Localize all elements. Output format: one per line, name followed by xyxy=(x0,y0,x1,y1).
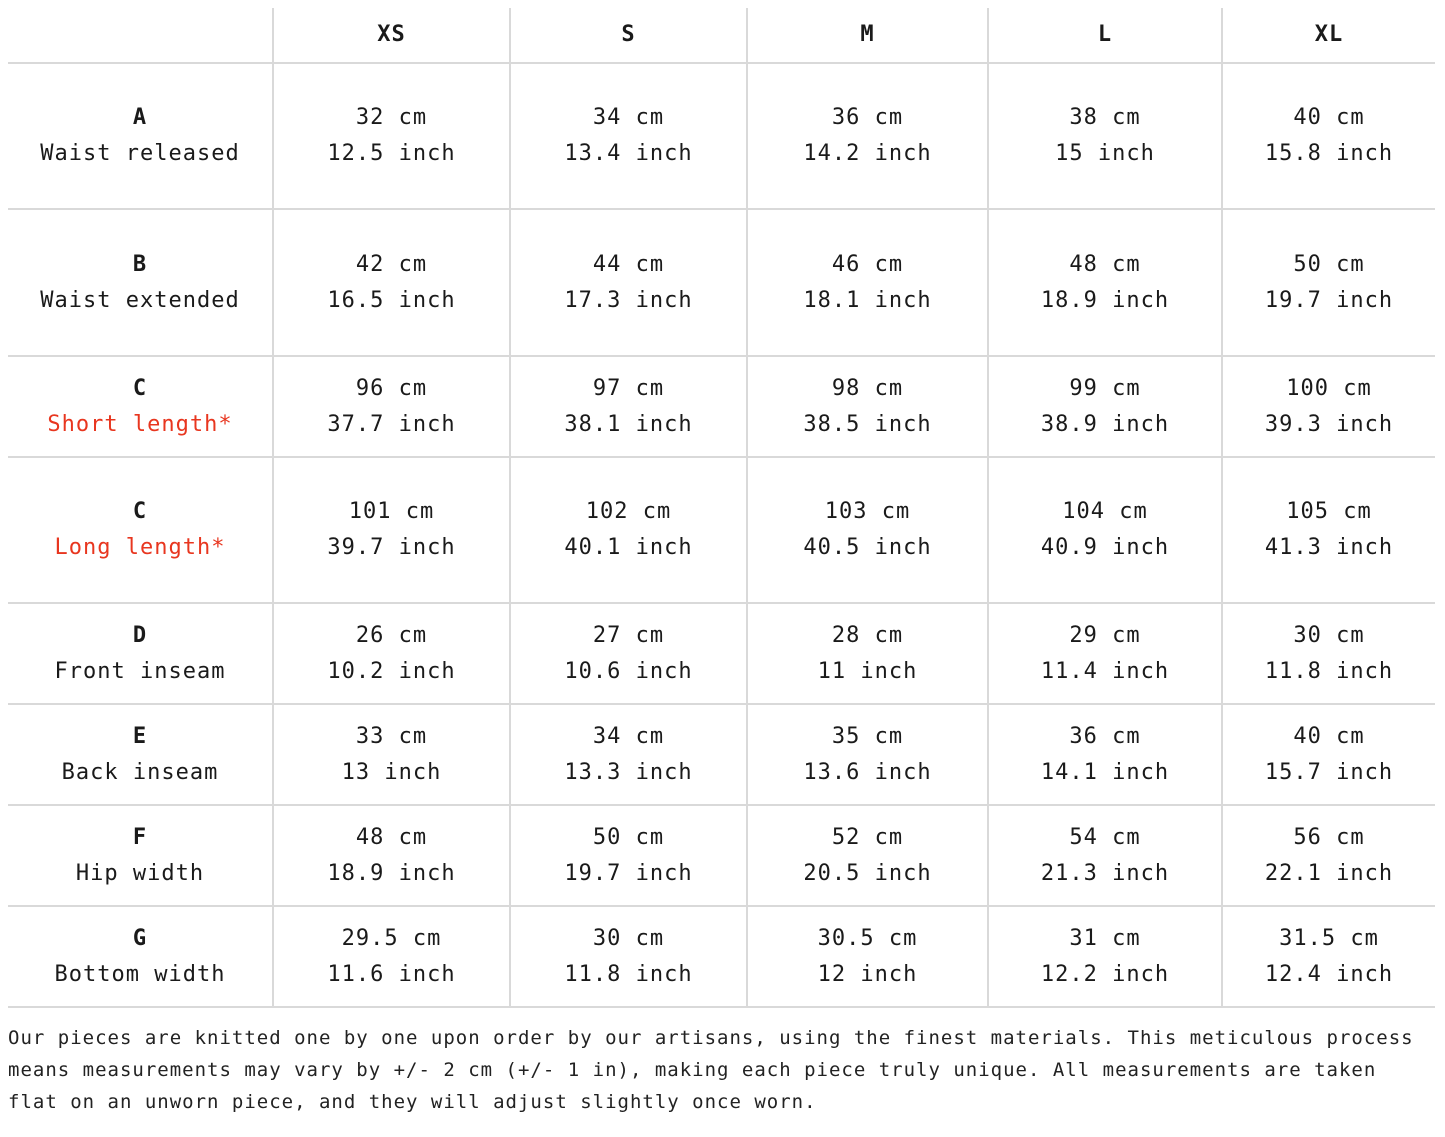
size-value-cell xyxy=(510,704,747,805)
value-cm: 48 cm xyxy=(1069,251,1141,277)
measurement-label-cell xyxy=(8,356,273,457)
size-value-cell xyxy=(988,356,1222,457)
value-cm: 44 cm xyxy=(592,251,665,277)
value-cm: 103 cm xyxy=(824,499,911,524)
size-value-cell xyxy=(988,704,1222,805)
value-cm: 36 cm xyxy=(1069,723,1141,749)
value-inch: 13.4 inch xyxy=(564,141,693,166)
size-value-cell xyxy=(510,209,747,356)
value-inch: 39.3 inch xyxy=(1264,411,1394,437)
value-cm: 56 cm xyxy=(1293,824,1365,850)
size-value-cell xyxy=(747,63,988,209)
header-corner xyxy=(8,8,273,63)
measurement-key: E xyxy=(132,723,148,749)
header-row xyxy=(8,8,1435,63)
size-value-cell xyxy=(273,805,510,906)
value-inch: 38.5 inch xyxy=(803,411,932,437)
size-value-cell xyxy=(747,209,988,356)
value-cm: 30 cm xyxy=(592,925,665,951)
size-value-cell xyxy=(273,906,510,1007)
value-inch: 41.3 inch xyxy=(1264,535,1394,560)
size-value-cell xyxy=(273,457,510,603)
value-cm: 48 cm xyxy=(355,824,428,850)
size-value-cell xyxy=(273,209,510,356)
measurement-key: B xyxy=(132,251,148,277)
measurement-note: Our pieces are knitted one by one upon order by our artisans, using the finest materials. This meticulous process means measurements may vary by +/- 2 cm (+/- 1 in), making each piece truly unique. All measurements are taken flat on an unworn piece, and they will adjust slightly once worn. xyxy=(8,1027,1414,1113)
value-inch: 39.7 inch xyxy=(327,535,456,560)
value-inch: 11 inch xyxy=(817,658,918,684)
value-cm: 31 cm xyxy=(1069,925,1141,951)
size-chart xyxy=(8,8,1435,1137)
value-inch: 12.2 inch xyxy=(1040,961,1170,987)
size-value-cell xyxy=(510,63,747,209)
size-value-cell xyxy=(510,906,747,1007)
value-cm: 52 cm xyxy=(831,824,904,850)
measurement-label-cell xyxy=(8,704,273,805)
value-cm: 40 cm xyxy=(1293,105,1365,130)
value-inch: 18.9 inch xyxy=(327,860,456,886)
size-value-cell xyxy=(747,906,988,1007)
value-cm: 26 cm xyxy=(355,622,428,648)
value-inch: 13 inch xyxy=(341,759,442,785)
value-cm: 38 cm xyxy=(1069,105,1141,130)
measurement-label-cell xyxy=(8,63,273,209)
value-inch: 37.7 inch xyxy=(327,411,456,437)
value-cm: 28 cm xyxy=(831,622,904,648)
size-value-cell xyxy=(273,603,510,704)
measurement-key: A xyxy=(132,105,148,130)
value-inch: 10.2 inch xyxy=(327,658,456,684)
size-value-cell xyxy=(747,457,988,603)
measurement-label-cell xyxy=(8,209,273,356)
value-cm: 34 cm xyxy=(592,723,665,749)
value-cm: 97 cm xyxy=(592,375,665,401)
value-cm: 36 cm xyxy=(831,105,904,130)
table-body xyxy=(8,63,1435,1007)
value-inch: 11.4 inch xyxy=(1040,658,1170,684)
value-inch: 18.9 inch xyxy=(1040,287,1170,313)
value-cm: 42 cm xyxy=(355,251,428,277)
measurement-name: Hip width xyxy=(75,860,205,886)
size-value-cell xyxy=(988,603,1222,704)
column-header: XS xyxy=(273,8,510,63)
table-row xyxy=(8,906,1435,1007)
value-cm: 29.5 cm xyxy=(341,925,442,951)
value-inch: 40.5 inch xyxy=(803,535,932,560)
size-value-cell xyxy=(1222,805,1435,906)
size-value-cell xyxy=(1222,457,1435,603)
measurement-key: D xyxy=(132,622,148,648)
value-cm: 27 cm xyxy=(592,622,665,648)
value-inch: 40.1 inch xyxy=(564,535,693,560)
column-header: M xyxy=(747,8,988,63)
value-inch: 12 inch xyxy=(817,961,918,987)
size-value-cell xyxy=(747,356,988,457)
value-cm: 104 cm xyxy=(1062,499,1148,524)
value-inch: 12.5 inch xyxy=(327,141,456,166)
value-inch: 19.7 inch xyxy=(1264,287,1394,313)
value-inch: 13.3 inch xyxy=(564,759,693,785)
size-value-cell xyxy=(273,63,510,209)
value-inch: 17.3 inch xyxy=(564,287,693,313)
value-cm: 29 cm xyxy=(1069,622,1141,648)
value-inch: 18.1 inch xyxy=(803,287,932,313)
size-value-cell xyxy=(747,704,988,805)
measurement-label-cell xyxy=(8,805,273,906)
column-header: S xyxy=(510,8,747,63)
column-header: L xyxy=(988,8,1222,63)
value-cm: 102 cm xyxy=(585,499,672,524)
value-cm: 31.5 cm xyxy=(1279,925,1379,951)
measurement-label-cell xyxy=(8,457,273,603)
value-inch: 19.7 inch xyxy=(564,860,693,886)
value-inch: 20.5 inch xyxy=(803,860,932,886)
value-cm: 54 cm xyxy=(1069,824,1141,850)
size-value-cell xyxy=(510,603,747,704)
value-inch: 22.1 inch xyxy=(1264,860,1394,886)
measurement-label-cell xyxy=(8,906,273,1007)
table-row xyxy=(8,457,1435,603)
measurement-key: C xyxy=(132,375,148,401)
value-cm: 96 cm xyxy=(355,375,428,401)
value-cm: 98 cm xyxy=(831,375,904,401)
value-cm: 34 cm xyxy=(592,105,665,130)
value-inch: 11.8 inch xyxy=(564,961,693,987)
measurement-key: G xyxy=(132,925,148,951)
value-cm: 30.5 cm xyxy=(817,925,918,951)
value-cm: 50 cm xyxy=(1293,251,1365,277)
value-inch: 12.4 inch xyxy=(1264,961,1394,987)
size-value-cell xyxy=(988,906,1222,1007)
value-inch: 40.9 inch xyxy=(1040,535,1170,560)
size-value-cell xyxy=(1222,603,1435,704)
value-inch: 13.6 inch xyxy=(803,759,932,785)
value-inch: 38.9 inch xyxy=(1040,411,1170,437)
size-value-cell xyxy=(510,805,747,906)
value-inch: 15.7 inch xyxy=(1264,759,1394,785)
size-value-cell xyxy=(510,457,747,603)
value-inch: 15 inch xyxy=(1055,141,1155,166)
value-cm: 101 cm xyxy=(348,499,435,524)
measurement-name: Waist extended xyxy=(40,287,240,313)
value-inch: 11.8 inch xyxy=(1264,658,1394,684)
table-row xyxy=(8,209,1435,356)
value-cm: 105 cm xyxy=(1286,499,1372,524)
size-value-cell xyxy=(1222,356,1435,457)
size-value-cell xyxy=(510,356,747,457)
value-inch: 14.1 inch xyxy=(1040,759,1170,785)
size-value-cell xyxy=(273,704,510,805)
measurement-key: F xyxy=(132,824,148,850)
value-cm: 100 cm xyxy=(1286,375,1372,401)
size-value-cell xyxy=(1222,906,1435,1007)
measurement-name: Bottom width xyxy=(54,961,226,987)
table-row xyxy=(8,704,1435,805)
value-inch: 16.5 inch xyxy=(327,287,456,313)
measurement-key: C xyxy=(132,499,148,524)
value-cm: 35 cm xyxy=(831,723,904,749)
measurement-name: Front inseam xyxy=(54,658,226,684)
value-cm: 30 cm xyxy=(1293,622,1365,648)
size-value-cell xyxy=(747,603,988,704)
measurement-name: Waist released xyxy=(40,141,240,166)
column-header: XL xyxy=(1222,8,1435,63)
value-inch: 10.6 inch xyxy=(564,658,693,684)
table-row xyxy=(8,63,1435,209)
measurement-name: Short length* xyxy=(47,411,233,437)
value-inch: 38.1 inch xyxy=(564,411,693,437)
size-value-cell xyxy=(273,356,510,457)
value-cm: 40 cm xyxy=(1293,723,1365,749)
value-inch: 14.2 inch xyxy=(803,141,932,166)
size-value-cell xyxy=(747,805,988,906)
measurement-name: Long length* xyxy=(54,535,226,560)
value-cm: 46 cm xyxy=(831,251,904,277)
measurement-name: Back inseam xyxy=(61,759,219,785)
measurement-label-cell xyxy=(8,603,273,704)
size-value-cell xyxy=(988,209,1222,356)
value-cm: 50 cm xyxy=(592,824,665,850)
table-row xyxy=(8,356,1435,457)
value-cm: 33 cm xyxy=(355,723,428,749)
table-row xyxy=(8,805,1435,906)
size-value-cell xyxy=(1222,704,1435,805)
value-cm: 99 cm xyxy=(1069,375,1141,401)
size-value-cell xyxy=(1222,209,1435,356)
size-value-cell xyxy=(988,805,1222,906)
size-table xyxy=(8,8,1435,1008)
value-inch: 21.3 inch xyxy=(1040,860,1170,886)
size-value-cell xyxy=(988,457,1222,603)
size-value-cell xyxy=(988,63,1222,209)
value-inch: 11.6 inch xyxy=(327,961,456,987)
value-cm: 32 cm xyxy=(355,105,428,130)
table-row xyxy=(8,603,1435,704)
value-inch: 15.8 inch xyxy=(1264,141,1394,166)
size-value-cell xyxy=(1222,63,1435,209)
